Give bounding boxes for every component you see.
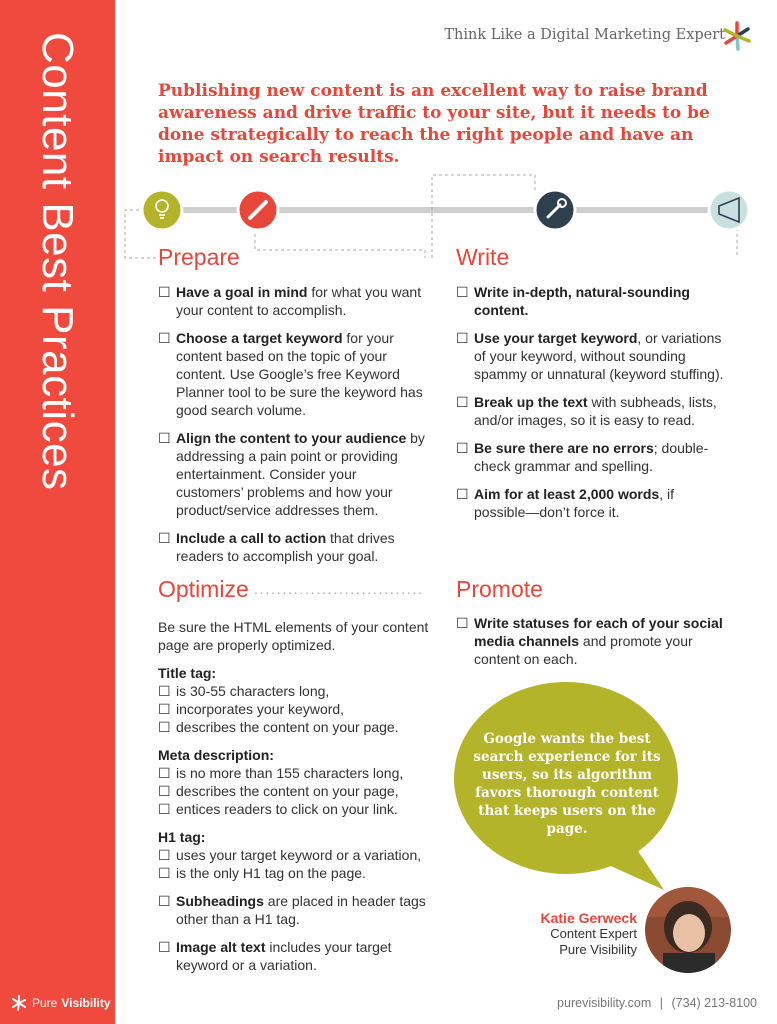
optimize-heading: Optimize ······························ xyxy=(158,576,424,602)
intro-paragraph: Publishing new content is an excellent way to raise brand awareness and drive traffic to your site, but it needs to be done strategically to reach the right people and have an impact on search results. xyxy=(158,81,710,167)
checkbox-icon: ☐ xyxy=(456,284,469,300)
checkbox-icon: ☐ xyxy=(456,330,469,346)
starburst-logo-icon xyxy=(719,18,755,54)
checkbox-icon: ☐ xyxy=(158,801,171,817)
checkbox-icon: ☐ xyxy=(456,394,469,410)
promote-heading: Promote xyxy=(456,576,543,602)
checkbox-icon: ☐ xyxy=(456,486,469,502)
quote-text: Google wants the best search experience for its users, so its algorithm favors thorough content that keeps users on the page. xyxy=(473,731,661,837)
optimize-intro: Be sure the HTML elements of your content page are properly optimized. xyxy=(158,619,429,653)
checkbox-icon: ☐ xyxy=(158,530,171,546)
checklist-item: ☐ Write in-depth, natural-sounding content. xyxy=(456,284,690,318)
separator: | xyxy=(659,996,664,1010)
checkbox-icon: ☐ xyxy=(456,440,469,456)
author-role: Content Expert xyxy=(550,926,637,941)
checkbox-icon: ☐ xyxy=(158,701,171,717)
pencil-icon xyxy=(238,190,278,230)
checkbox-icon: ☐ xyxy=(158,683,171,699)
title-tag-label: Title tag: xyxy=(158,665,217,681)
checkbox-icon: ☐ xyxy=(158,719,171,735)
checklist-item: ☐ Aim for at least 2,000 words, if possible—don’t force it. xyxy=(456,486,674,520)
checklist-item: ☐ Subheadings are placed in header tags other than a H1 tag. xyxy=(158,893,426,927)
checkbox-icon: ☐ xyxy=(158,865,171,881)
sidebar xyxy=(0,0,115,1024)
checkbox-icon: ☐ xyxy=(158,939,171,955)
checkbox-icon: ☐ xyxy=(158,284,171,300)
checkbox-icon: ☐ xyxy=(158,847,171,863)
author-company: Pure Visibility xyxy=(559,942,637,957)
list-item: ☐ uses your target keyword or a variation, xyxy=(158,847,422,863)
list-item: ☐ describes the content on your page, xyxy=(158,783,399,799)
write-heading: Write xyxy=(456,244,510,270)
brand-logo xyxy=(10,994,111,1012)
author-name: Katie Gerweck xyxy=(540,910,637,926)
checkbox-icon: ☐ xyxy=(456,615,469,631)
list-item: ☐ incorporates your keyword, xyxy=(158,701,345,717)
promote-list xyxy=(456,614,724,678)
checklist-item: ☐ Choose a target keyword for your content based on the topic of your content. Use Google’s free Keyword Planner tool to be sure the keyword has good search volume. xyxy=(158,330,423,418)
brand-suffix: Visibility xyxy=(61,996,111,1010)
footer-contact xyxy=(557,996,757,1010)
checklist-item: ☐ Use your target keyword, or variations of your keyword, without sounding spammy or unnatural (keyword stuffing). xyxy=(456,330,724,382)
checklist-item: ☐ Break up the text with subheads, lists, and/or images, so it is easy to read. xyxy=(456,394,717,428)
write-list xyxy=(456,283,724,531)
checkbox-icon: ☐ xyxy=(158,783,171,799)
list-item: ☐ is 30-55 characters long, xyxy=(158,683,330,699)
checklist-item: ☐ Image alt text includes your target keyword or a variation. xyxy=(158,939,392,973)
wrench-icon xyxy=(535,190,575,230)
brand-burst-icon xyxy=(10,994,28,1012)
checkbox-icon: ☐ xyxy=(158,893,171,909)
document-title: Content Best Practices xyxy=(33,32,82,491)
prepare-heading: Prepare xyxy=(158,244,240,270)
checklist-item: ☐ Write statuses for each of your social media channels and promote your content on each. xyxy=(456,615,723,667)
checklist-item: ☐ Be sure there are no errors; double-check grammar and spelling. xyxy=(456,440,709,474)
list-item: ☐ is the only H1 tag on the page. xyxy=(158,865,366,881)
meta-description-label: Meta description: xyxy=(158,747,274,763)
avatar xyxy=(645,887,731,973)
optimize-list xyxy=(158,618,436,984)
list-item: ☐ entices readers to click on your link. xyxy=(158,801,398,817)
checklist-item: ☐ Align the content to your audience by addressing a pain point or providing entertainment. Consider your customers’ problems and how your product/service addresses them. xyxy=(158,430,425,518)
lightbulb-icon xyxy=(142,190,182,230)
checklist-item: ☐ Have a goal in mind for what you want your content to accomplish. xyxy=(158,284,422,318)
website-link[interactable]: purevisibility.com xyxy=(557,996,652,1010)
checklist-item: ☐ Include a call to action that drives readers to accomplish your goal. xyxy=(158,530,395,564)
checkbox-icon: ☐ xyxy=(158,330,171,346)
brand-prefix: Pure xyxy=(32,996,58,1010)
list-item: ☐ is no more than 155 characters long, xyxy=(158,765,404,781)
megaphone-icon xyxy=(709,190,749,230)
prepare-list xyxy=(158,283,426,575)
list-item: ☐ describes the content on your page. xyxy=(158,719,399,735)
checkbox-icon: ☐ xyxy=(158,430,171,446)
phone-number: (734) 213-8100 xyxy=(671,996,757,1010)
author-block xyxy=(541,910,638,958)
h1-tag-label: H1 tag: xyxy=(158,829,206,845)
checkbox-icon: ☐ xyxy=(158,765,171,781)
header-tagline: Think Like a Digital Marketing Expert xyxy=(444,27,725,43)
